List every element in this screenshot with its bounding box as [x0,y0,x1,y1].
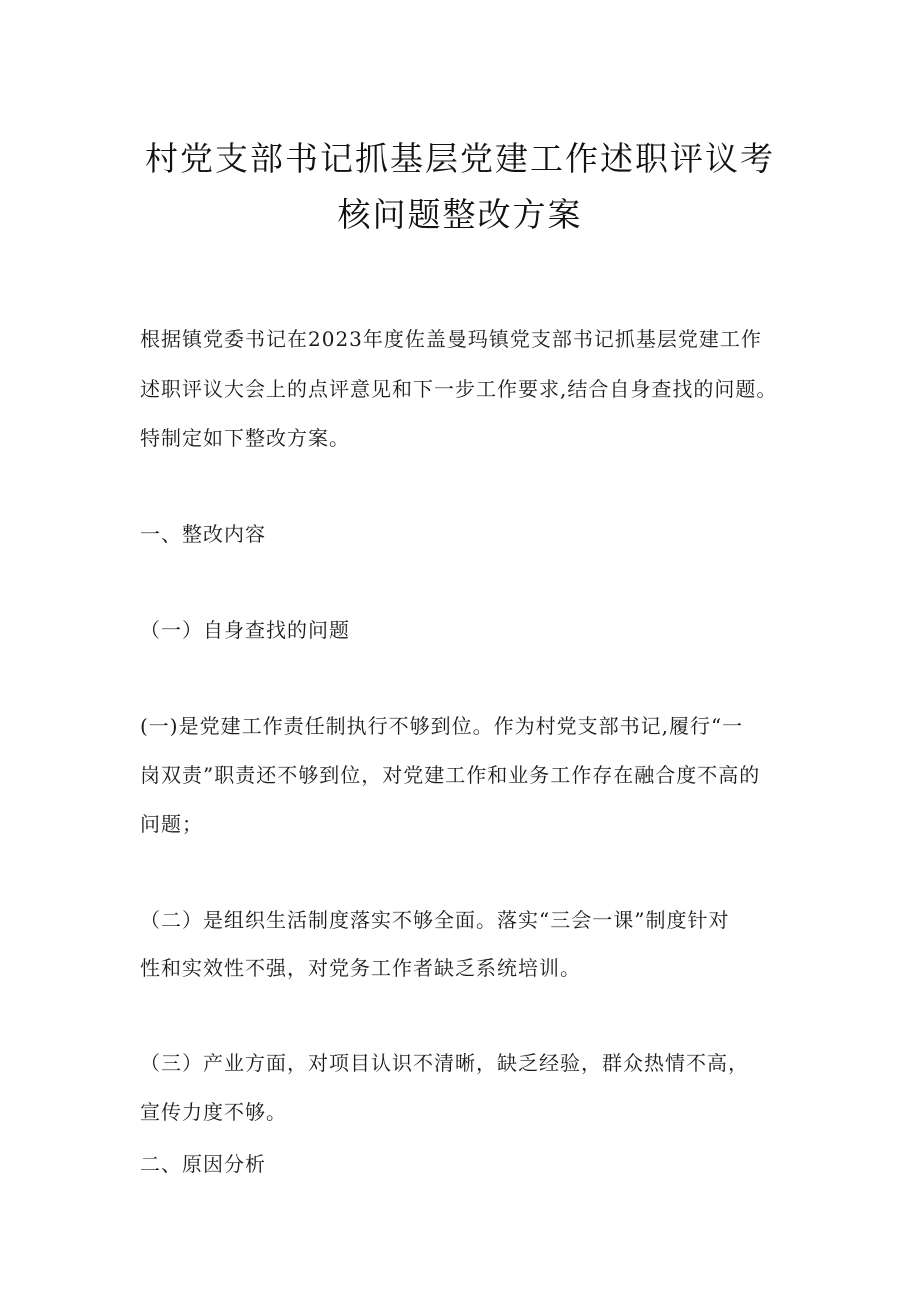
problem-item-1-line-2: 岗双责”职责还不够到位，对党建工作和业务工作存在融合度不高的 [140,763,761,787]
subsection-heading-1: （一）自身查找的问题 [140,618,350,642]
problem-item-1-line-1: (一)是党建工作责任制执行不够到位。作为村党支部书记,履行“一 [140,714,744,738]
intro-paragraph-line-2: 述职评议大会上的点评意见和下一步工作要求,结合自身查找的问题。 [140,377,778,401]
document-title-line-1: 村党支部书记抓基层党建工作述职评议考 [145,139,775,178]
problem-item-2-line-2: 性和实效性不强，对党务工作者缺乏系统培训。 [140,956,581,980]
problem-item-1-line-3: 问题； [140,812,203,836]
problem-item-3-line-2: 宣传力度不够。 [140,1100,287,1124]
intro-paragraph-line-3: 特制定如下整改方案。 [140,426,350,450]
section-heading-1: 一、整改内容 [140,522,266,546]
intro-paragraph-line-1: 根据镇党委书记在2023年度佐盖曼玛镇党支部书记抓基层党建工作 [140,327,762,351]
document-title-line-2: 核问题整改方案 [337,195,583,234]
section-heading-2: 二、原因分析 [140,1152,266,1176]
problem-item-3-line-1: （三）产业方面，对项目认识不清晰，缺乏经验，群众热情不高， [140,1051,749,1075]
problem-item-2-line-1: （二）是组织生活制度落实不够全面。落实“三会一课”制度针对 [140,908,730,932]
